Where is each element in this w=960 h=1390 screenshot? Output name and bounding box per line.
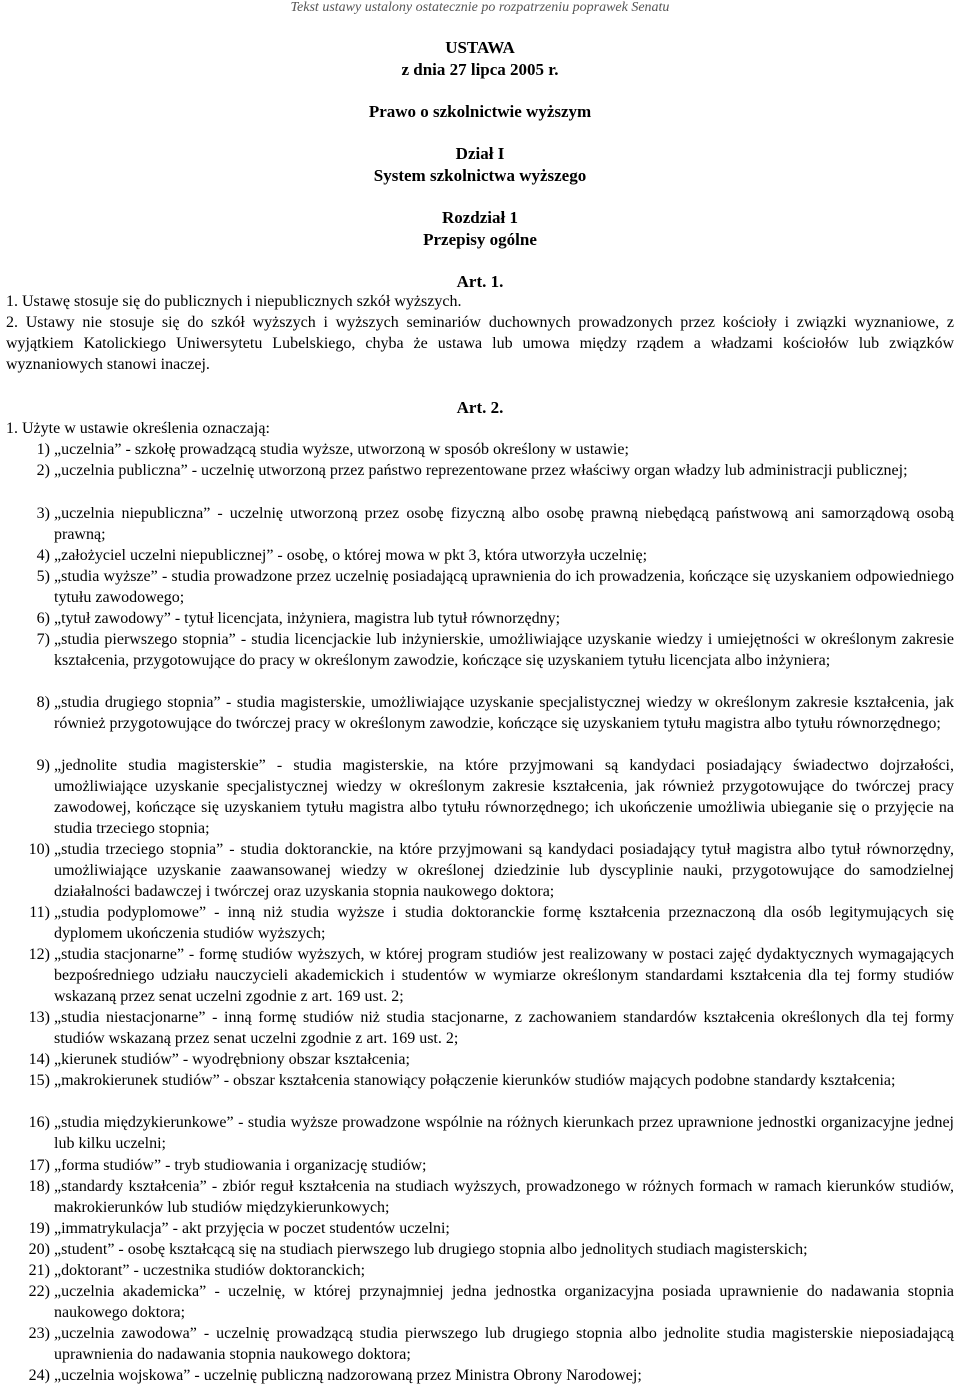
item-number: 16) [28, 1114, 50, 1131]
definition-item [6, 755, 954, 839]
chapter-name: Przepisy ogólne [423, 230, 537, 249]
definition-item [6, 566, 954, 608]
article-2-heading: Art. 2. [456, 398, 504, 417]
item-number: 5) [36, 568, 50, 585]
item-text: „uczelnia publiczna” - uczelnię utworzoną przez państwo reprezentowane przez właściwy organ władzy lub administracji publicznej; [54, 462, 908, 479]
definition-item [6, 1239, 954, 1260]
definition-item [6, 545, 954, 566]
item-number: 2) [36, 462, 50, 479]
item-number: 17) [28, 1157, 50, 1174]
item-number: 18) [28, 1178, 50, 1195]
item-number: 10) [28, 841, 50, 858]
definition-item [6, 839, 954, 902]
definition-item [6, 608, 954, 629]
item-text: „tytuł zawodowy” - tytuł licencjata, inżyniera, magistra lub tytuł równorzędny; [54, 610, 561, 627]
definition-item [6, 1070, 954, 1091]
item-number: 7) [36, 631, 50, 648]
item-number: 14) [28, 1051, 50, 1068]
item-number: 6) [36, 610, 50, 627]
item-text: „studia międzykierunkowe” - studia wyższe prowadzone wspólnie na różnych kierunkach przez uprawnione jednostki organizacyjne jednej lub kilku uczelni; [54, 1114, 954, 1152]
division-name: System szkolnictwa wyższego [373, 166, 587, 185]
article-2-intro: 1. Użyte w ustawie określenia oznaczają: [6, 420, 270, 437]
item-text: „makrokierunek studiów” - obszar kształcenia stanowiący połączenie kierunków studiów mających podobne standardy kształcenia; [54, 1072, 896, 1089]
definition-item [6, 1365, 954, 1386]
item-number: 19) [28, 1220, 50, 1237]
item-text: „studia wyższe” - studia prowadzone przez uczelnię posiadającą uprawnienia do ich prowadzenia, kończące się uzyskaniem odpowiedniego tytułu zawodowego; [54, 568, 954, 606]
item-number: 11) [29, 904, 50, 921]
item-text: „uczelnia” - szkołę prowadzącą studia wyższe, utworzoną w sposób określony w ustawie; [54, 441, 629, 458]
item-number: 4) [36, 547, 50, 564]
item-number: 24) [28, 1367, 50, 1384]
item-text: „uczelnia akademicka” - uczelnię, w której przynajmniej jedna jednostka organizacyjna posiada uprawnienie do nadawania stopnia naukowego doktora; [54, 1283, 954, 1321]
definition-item [6, 1281, 954, 1323]
item-text: „studia podyplomowe” - inną niż studia wyższe i studia doktoranckie formę kształcenia przeznaczoną dla osób legitymujących się dyplomem ukończenia studiów wyższych; [54, 904, 954, 942]
article-1-paragraph-1: 1. Ustawę stosuje się do publicznych i niepublicznych szkół wyższych. [6, 293, 462, 310]
item-text: „jednolite studia magisterskie” - studia magisterskie, na które przyjmowani są kandydaci posiadający świadectwo dojrzałości, umożliwiające uzyskanie specjalistycznej wiedzy w określonym zakresie kształcenia, jak również przygotowujące do twórczej pracy zawodowej, kończące się uzyskaniem tytułu magistra albo tytułu równorzędnego; ich ukończenie umożliwia ubieganie się o przyjęcie na studia trzeciego stopnia; [54, 757, 954, 837]
item-number: 15) [28, 1072, 50, 1089]
article-1-heading: Art. 1. [456, 272, 504, 291]
item-number: 8) [36, 694, 50, 711]
definition-item [6, 1007, 954, 1049]
item-number: 9) [36, 757, 50, 774]
definition-item [6, 902, 954, 944]
item-text: „założyciel uczelni niepublicznej” - osobę, o której mowa w pkt 3, która utworzyła uczelnię; [54, 547, 648, 564]
item-number: 22) [28, 1283, 50, 1300]
item-number: 21) [28, 1262, 50, 1279]
definition-item [6, 1218, 954, 1239]
item-text: „standardy kształcenia” - zbiór reguł kształcenia na studiach wyższych, prowadzonego w różnych formach w ramach kierunków studiów, makrokierunków lub studiów międzykierunkowych; [54, 1178, 954, 1216]
item-text: „forma studiów” - tryb studiowania i organizację studiów; [54, 1157, 427, 1174]
item-number: 13) [28, 1009, 50, 1026]
document-header-note: Tekst ustawy ustalony ostatecznie po rozpatrzeniu poprawek Senatu [290, 0, 670, 15]
definition-item [6, 1323, 954, 1365]
division-heading: Dział I [455, 144, 505, 163]
definition-item [6, 944, 954, 1007]
act-title: Prawo o szkolnictwie wyższym [368, 102, 592, 121]
definition-item [6, 460, 954, 481]
item-text: „studia drugiego stopnia” - studia magisterskie, umożliwiające uzyskanie specjalistycznej wiedzy w określonym zakresie kształcenia, jak również przygotowujące do twórczej pracy w określonym zawodzie, kończące się uzyskaniem tytułu magistra albo tytułu równorzędnego; [54, 694, 954, 732]
definition-item [6, 1176, 954, 1218]
item-text: „doktorant” - uczestnika studiów doktoranckich; [54, 1262, 366, 1279]
definition-item [6, 1112, 954, 1154]
act-type: USTAWA [445, 38, 515, 57]
item-number: 20) [28, 1241, 50, 1258]
definition-item [6, 629, 954, 671]
item-number: 12) [28, 946, 50, 963]
item-number: 23) [28, 1325, 50, 1342]
article-1-paragraph-2: 2. Ustawy nie stosuje się do szkół wyższych i wyższych seminariów duchownych prowadzonych przez kościoły i związki wyznaniowe, z wyjątkiem Katolickiego Uniwersytetu Lubelskiego, chyba że ustawa lub umowa między rządem a władzami kościołów lub związków wyznaniowych stanowi inaczej. [6, 314, 954, 373]
act-date: z dnia 27 lipca 2005 r. [401, 60, 559, 79]
definition-item [6, 692, 954, 734]
definition-item [6, 1155, 954, 1176]
item-text: „kierunek studiów” - wyodrębniony obszar kształcenia; [54, 1051, 410, 1068]
definition-item [6, 439, 954, 460]
item-number: 1) [36, 441, 50, 458]
definition-item [6, 1049, 954, 1070]
item-text: „uczelnia niepubliczna” - uczelnię utworzoną przez osobę fizyczną albo osobę prawną niebędącą państwową ani samorządową osobą prawną; [54, 505, 954, 543]
item-text: „studia stacjonarne” - formę studiów wyższych, w której program studiów jest realizowany w postaci zajęć dydaktycznych wymagających bezpośredniego udziału nauczycieli akademickich i studentów w wymiarze określonym standardami kształcenia dla tej formy studiów wskazaną przez senat uczelni zgodnie z art. 169 ust. 2; [54, 946, 954, 1005]
definition-item [6, 1260, 954, 1281]
item-text: „uczelnia wojskowa” - uczelnię publiczną nadzorowaną przez Ministra Obrony Narodowej; [54, 1367, 642, 1384]
item-text: „uczelnia zawodowa” - uczelnię prowadzącą studia pierwszego lub drugiego stopnia albo jednolite studia magisterskie nieposiadającą uprawnienia do nadawania stopnia naukowego doktora; [54, 1325, 954, 1363]
definition-item [6, 503, 954, 545]
item-text: „studia trzeciego stopnia” - studia doktoranckie, na które przyjmowani są kandydaci posiadający tytuł magistra albo tytuł równorzędny, umożliwiające uzyskanie zaawansowanej wiedzy w określonej dziedzinie lub dyscyplinie nauki, przygotowujące do samodzielnej działalności badawczej i twórczej oraz uzyskania stopnia naukowego doktora; [54, 841, 954, 900]
item-number: 3) [36, 505, 50, 522]
item-text: „studia niestacjonarne” - inną formę studiów niż studia stacjonarne, z zachowaniem standardów kształcenia określonych dla tej formy studiów wskazaną przez senat uczelni zgodnie z art. 169 ust. 2; [54, 1009, 954, 1047]
item-text: „student” - osobę kształcącą się na studiach pierwszego lub drugiego stopnia albo jednolitych studiach magisterskich; [54, 1241, 808, 1258]
item-text: „immatrykulacja” - akt przyjęcia w poczet studentów uczelni; [54, 1220, 450, 1237]
item-text: „studia pierwszego stopnia” - studia licencjackie lub inżynierskie, umożliwiające uzyskanie wiedzy i umiejętności w określonym zakresie kształcenia, przygotowujące do pracy w określonym zawodzie, kończące się uzyskaniem tytułu licencjata albo inżyniera; [54, 631, 954, 669]
chapter-heading: Rozdział 1 [441, 208, 519, 227]
